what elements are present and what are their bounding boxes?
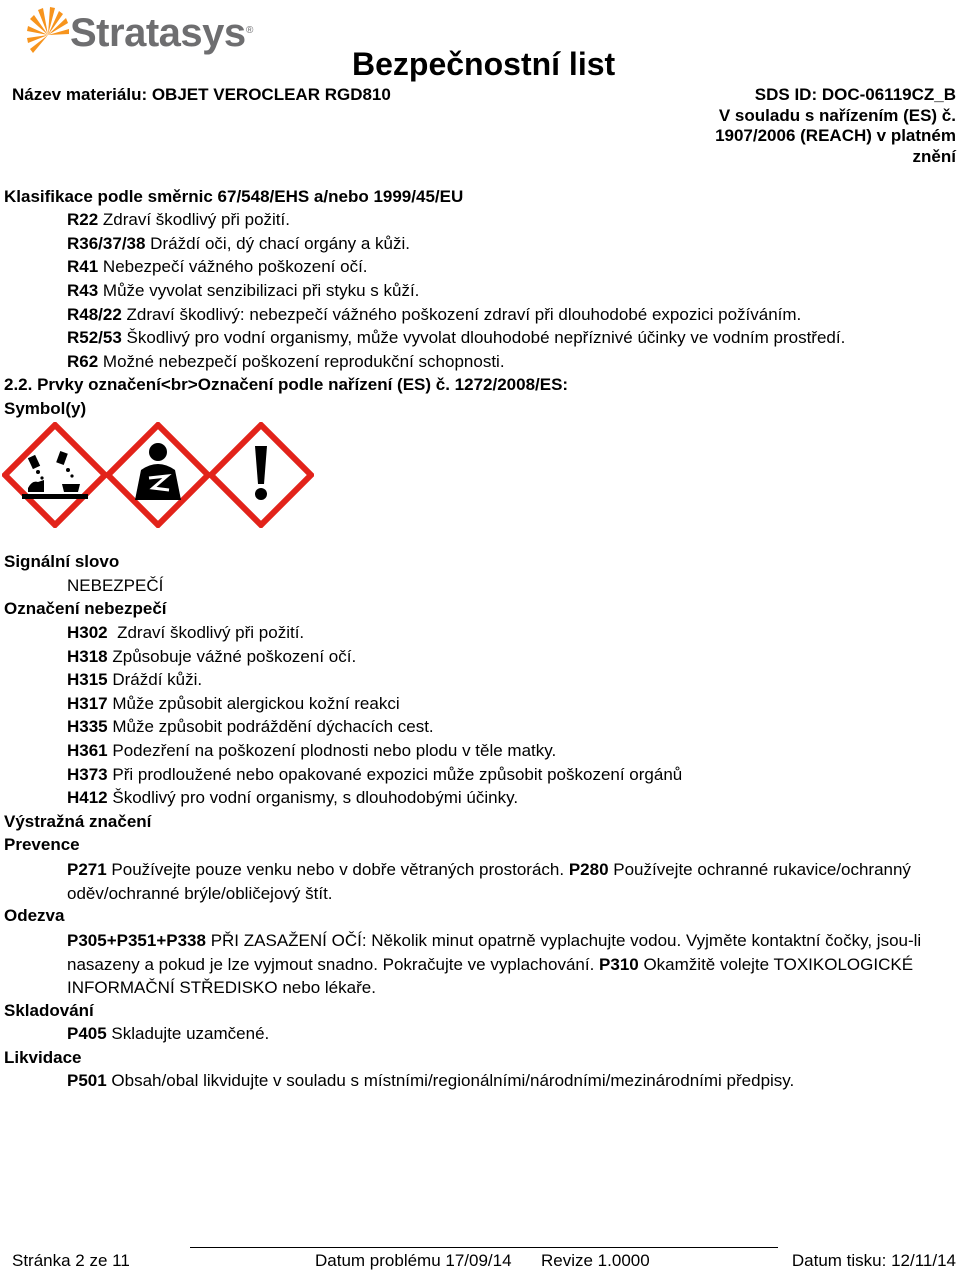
r-phrase (67, 327, 845, 348)
health-hazard-icon (105, 422, 211, 528)
r-code: R62 (67, 352, 99, 371)
r-code: R52/53 (67, 328, 122, 347)
h-code: H361 (67, 741, 108, 760)
page-number: Stránka 2 ze 11 (12, 1251, 130, 1270)
r-code: R43 (67, 281, 99, 300)
classification-heading: Klasifikace podle směrnic 67/548/EHS a/nebo 1999/45/EU (4, 187, 464, 206)
r-phrase (67, 209, 290, 230)
sds-id-block (656, 85, 956, 167)
r-phrase (67, 256, 368, 277)
signal-word: NEBEZPEČÍ (67, 576, 164, 595)
h-statement (67, 669, 202, 690)
r-phrase (67, 351, 505, 372)
response-heading: Odezva (4, 906, 65, 925)
r-phrase (67, 233, 410, 254)
h-statement (67, 622, 304, 643)
r-text: Možné nebezpečí poškození reprodukční schopnosti. (98, 352, 505, 371)
r-text: Může vyvolat senzibilizaci při styku s kůží. (98, 281, 420, 300)
h-text: Může způsobit alergickou kožní reakci (107, 694, 400, 713)
h-code: H302 (67, 623, 108, 642)
regulation-line-1: V souladu s nařízením (ES) č. (718, 105, 956, 125)
p-text: Obsah/obal likvidujte v souladu s místními/regionálními/národními/mezinárodními předpisy. (106, 1071, 795, 1090)
h-code: H315 (67, 670, 108, 689)
r-text: Nebezpečí vážného poškození očí. (98, 257, 368, 276)
h-code: H335 (67, 717, 108, 736)
issue-date: Datum problému 17/09/14 (315, 1251, 512, 1270)
prevention-statements (67, 858, 955, 905)
h-text: Podezření na poškození plodnosti nebo plodu v těle matky. (107, 741, 557, 760)
r-code: R48/22 (67, 305, 122, 324)
footer-divider (190, 1247, 778, 1248)
r-text: Zdraví škodlivý: nebezpečí vážného poškození zdraví při dlouhodobé expozici požíváním. (121, 305, 802, 324)
symbols-heading: Symbol(y) (4, 399, 87, 418)
h-code: H373 (67, 765, 108, 784)
print-date: Datum tisku: 12/11/14 (791, 1251, 956, 1270)
disposal-heading: Likvidace (4, 1048, 82, 1067)
h-text: Zdraví škodlivý při požití. (107, 623, 305, 642)
p-code: P280 (568, 860, 609, 879)
h-text: Může způsobit podráždění dýchacích cest. (107, 717, 434, 736)
corrosion-icon (2, 422, 108, 528)
stratasys-logo (26, 5, 256, 59)
h-statement (67, 740, 556, 761)
h-code: H318 (67, 647, 108, 666)
h-code: H317 (67, 694, 108, 713)
regulation-line-3: znění (912, 146, 956, 166)
p-code: P405 (67, 1024, 107, 1043)
p-text: Okamžitě volejte TOXIKOLOGICKÉ INFORMAČNÍ STŘEDISKO nebo lékaře. (67, 954, 914, 998)
h-text: Způsobuje vážné poškození očí. (107, 647, 357, 666)
p-code: P271 (67, 860, 107, 879)
r-code: R36/37/38 (67, 234, 146, 253)
h-code: H412 (67, 788, 108, 807)
document-title: Bezpečnostní list (352, 46, 616, 82)
p-text: Používejte pouze venku nebo v dobře větraných prostorách. (106, 860, 569, 879)
logo-text: Stratasys (70, 11, 246, 55)
r-text: Dráždí oči, dý chací orgány a kůži. (145, 234, 411, 253)
storage-heading: Skladování (4, 1001, 94, 1020)
h-statement (67, 693, 400, 714)
exclamation-mark-icon (208, 422, 314, 528)
sds-id: SDS ID: DOC-06119CZ_B (754, 85, 956, 104)
r-text: Zdraví škodlivý při požití. (98, 210, 290, 229)
h-statement (67, 646, 356, 667)
logo-burst-icon (26, 5, 70, 59)
r-text: Škodlivý pro vodní organismy, může vyvolat dlouhodobé nepříznivé účinky ve vodním prostředí. (121, 328, 846, 347)
prevention-heading: Prevence (4, 835, 80, 854)
registered-mark: ® (246, 25, 254, 36)
r-phrase (67, 304, 801, 325)
regulation-line-2: 1907/2006 (REACH) v platném (715, 126, 956, 145)
h-text: Škodlivý pro vodní organismy, s dlouhodobými účinky. (107, 788, 519, 807)
ghs-pictograms (2, 422, 314, 528)
h-statement (67, 787, 518, 808)
signal-word-heading: Signální slovo (4, 552, 120, 571)
h-statement (67, 764, 682, 785)
label-elements-heading: 2.2. Prvky označení<br>Označení podle nařízení (ES) č. 1272/2008/ES: (4, 375, 569, 394)
h-text: Při prodloužené nebo opakované expozici může způsobit poškození orgánů (107, 765, 683, 784)
p-code: P310 (599, 954, 639, 974)
r-phrase (67, 280, 419, 301)
r-code: R41 (67, 257, 99, 276)
hazard-statements-heading: Označení nebezpečí (4, 599, 167, 618)
disposal-statement (67, 1070, 794, 1091)
r-code: R22 (67, 210, 99, 229)
precautionary-heading: Výstražná značení (4, 812, 152, 831)
revision: Revize 1.0000 (541, 1251, 650, 1270)
p-text: PŘI ZASAŽENÍ OČÍ: Několik minut opatrně vyplachujte vodou. Vyjměte kontaktní čočky, jsou-li nasazeny a pokud je lze vyjmout snadno. Pokračujte ve vyplachování. (67, 931, 922, 974)
p-code: P305+P351+P338 (67, 931, 206, 950)
material-name: Název materiálu: OBJET VEROCLEAR RGD810 (12, 85, 391, 104)
h-text: Dráždí kůži. (107, 670, 203, 689)
p-text: Skladujte uzamčené. (106, 1024, 270, 1043)
p-text: Používejte ochranné rukavice/ochranný oděv/ochranné brýle/obličejový štít. (67, 860, 911, 903)
storage-statement (67, 1023, 269, 1044)
p-code: P501 (67, 1071, 107, 1090)
response-statements (67, 929, 947, 1000)
h-statement (67, 716, 434, 737)
